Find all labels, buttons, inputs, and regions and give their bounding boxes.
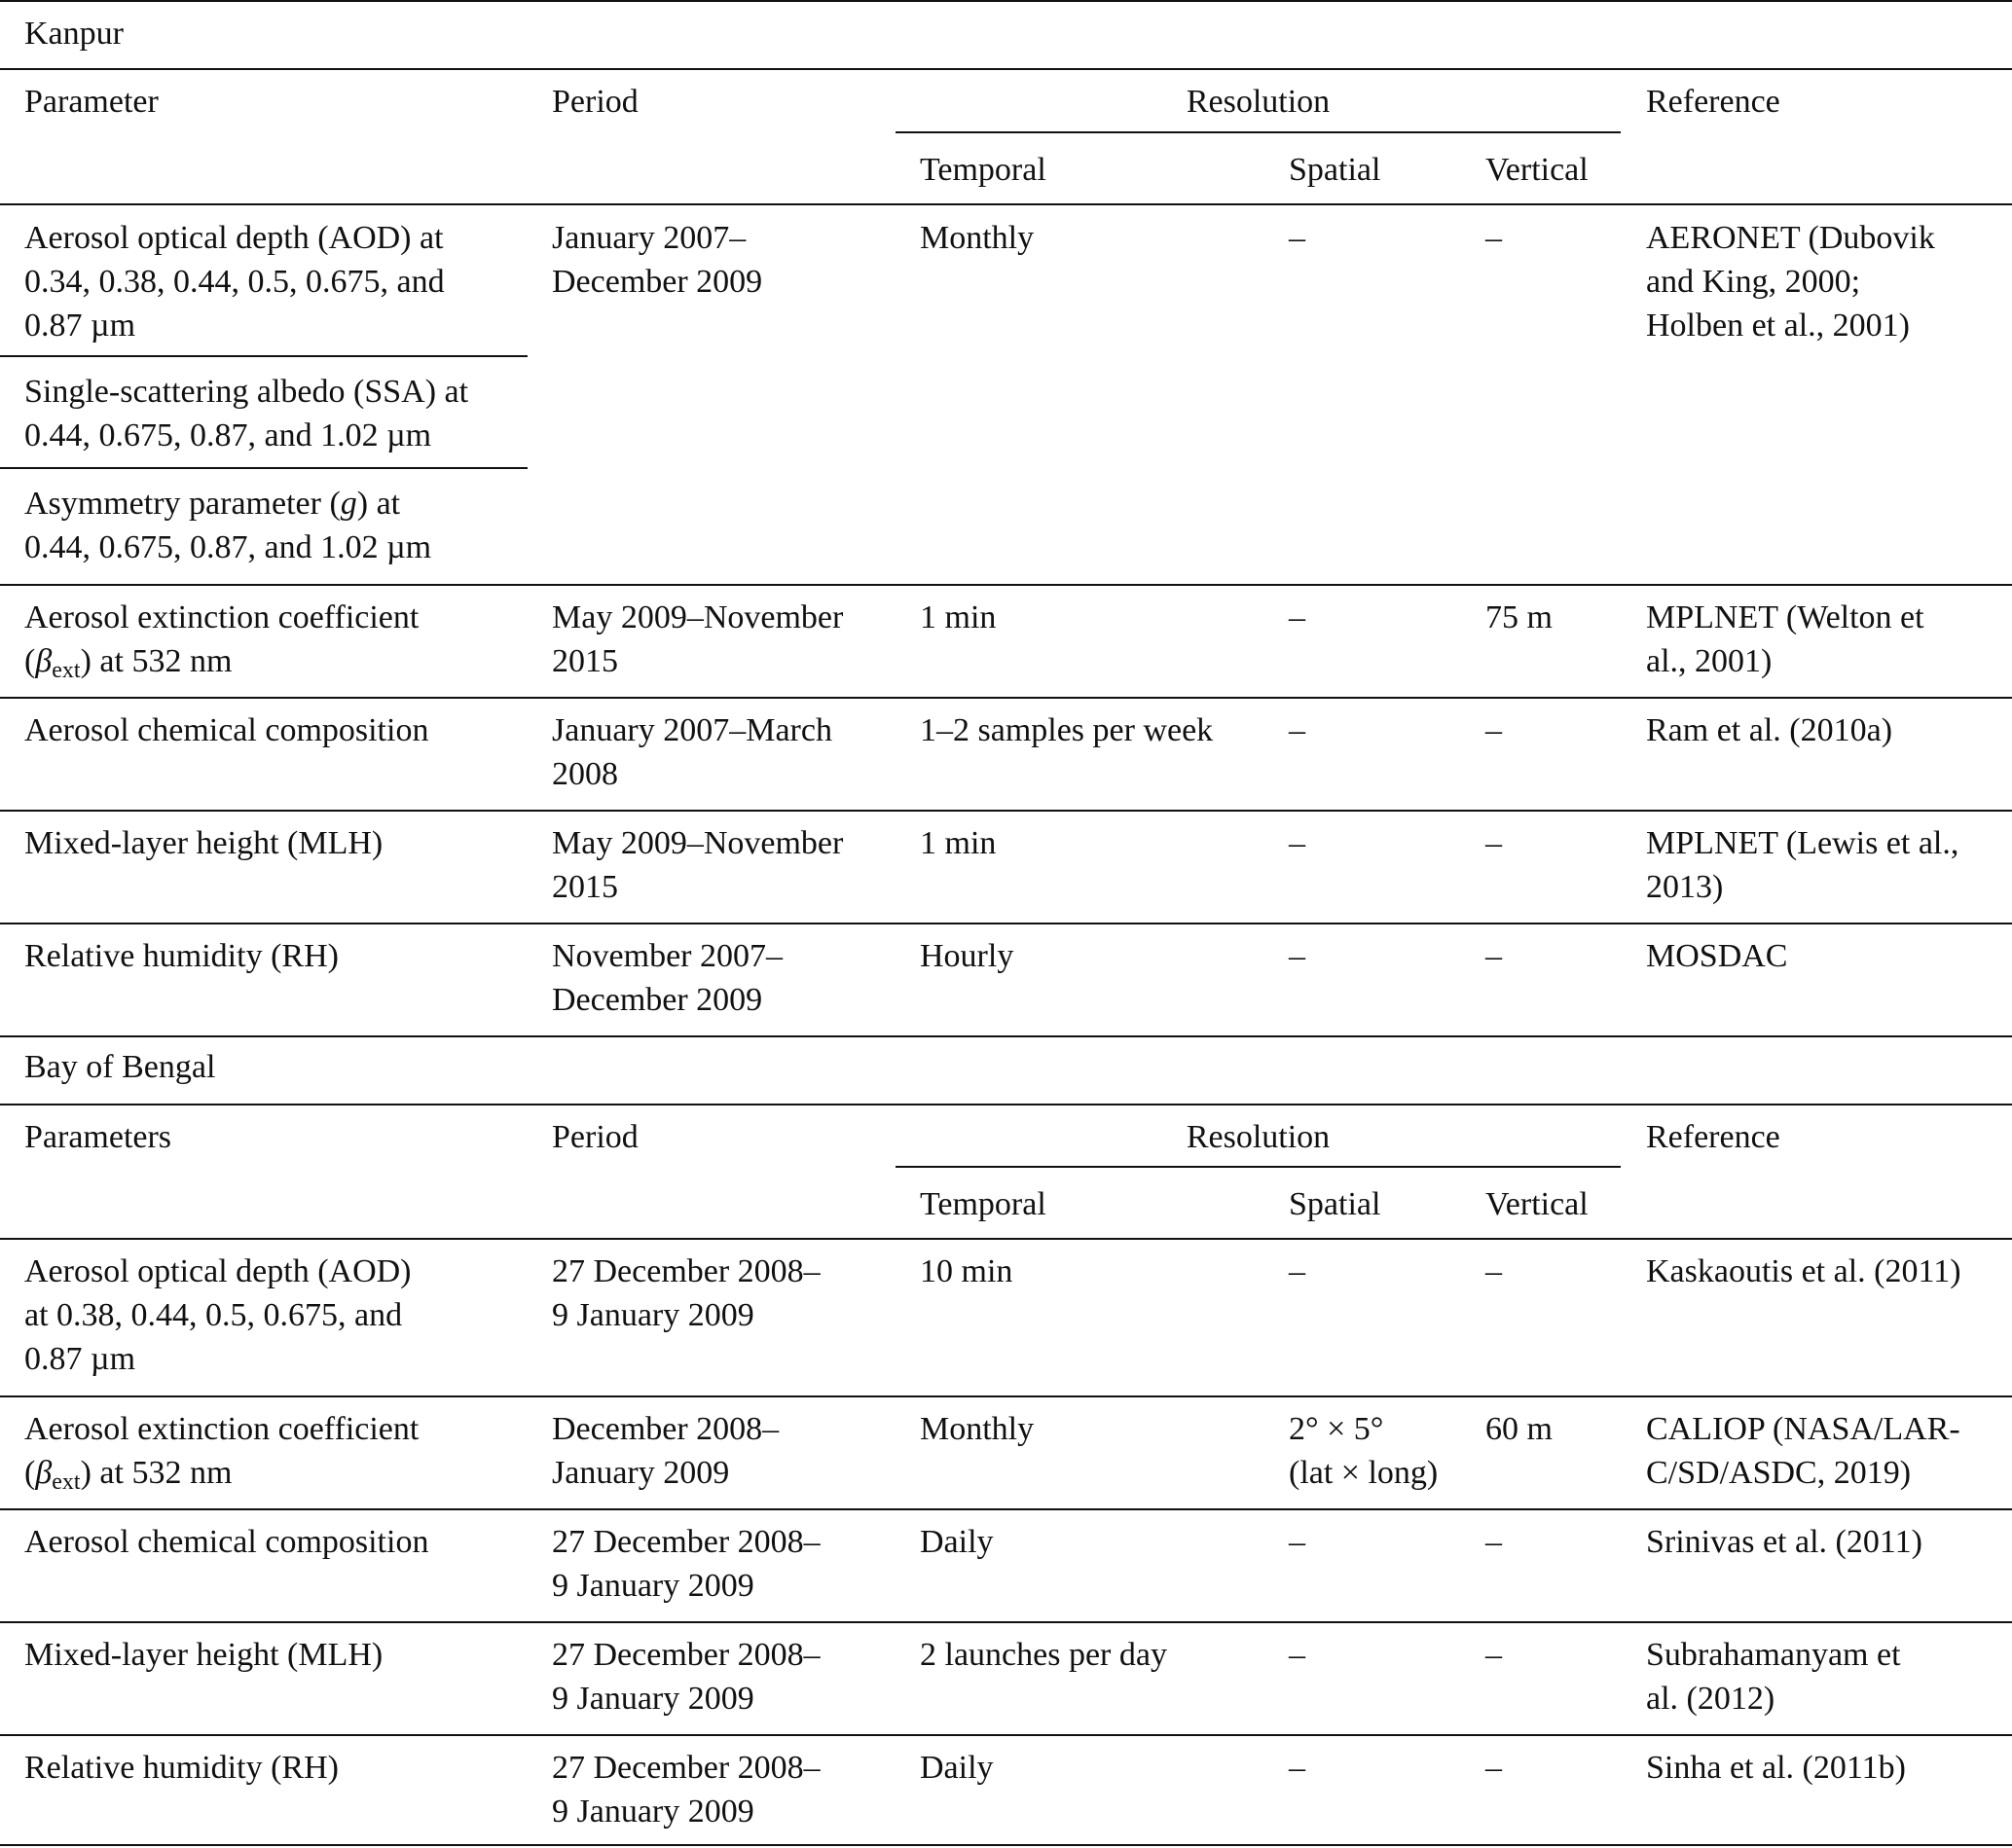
resolution-underline — [896, 1166, 1621, 1168]
table-cell-parameter — [24, 934, 339, 978]
cell-line: Single-scattering albedo (SSA) at — [24, 374, 469, 410]
table-cell-period — [552, 1746, 821, 1833]
cell-line: January 2007–March — [552, 712, 832, 748]
table-cell-parameter — [24, 1746, 339, 1790]
cell-line: May 2009–November — [552, 599, 844, 635]
table-cell-vertical: – — [1485, 825, 1502, 861]
rule — [0, 810, 2012, 812]
cell-line: Relative humidity (RH) — [24, 938, 339, 974]
cell-line: and King, 2000; — [1646, 264, 1861, 300]
cell-line: Aerosol optical depth (AOD) at — [24, 220, 444, 256]
table-cell-reference — [1646, 216, 1987, 347]
table-cell-vertical: 75 m — [1485, 599, 1553, 635]
cell-line: 2015 — [552, 869, 618, 905]
table-cell-temporal: 2 launches per day — [920, 1637, 1167, 1673]
cell-line: Sinha et al. (2011b) — [1646, 1750, 1906, 1786]
table-cell-reference — [1646, 934, 1787, 978]
table-cell-reference — [1646, 1746, 1906, 1790]
cell-line: MPLNET (Welton et — [1646, 599, 1924, 635]
cell-line: 2008 — [552, 756, 618, 792]
cell-line: CALIOP (NASA/LAR- — [1646, 1411, 1960, 1447]
cell-line: $(\beta_{ext})$ at 532 nm — [24, 643, 233, 683]
cell-line: Aerosol extinction coefficient — [24, 599, 420, 635]
cell-line: Ram et al. (2010a) — [1646, 712, 1893, 748]
cell-line: 2015 — [552, 643, 618, 679]
table-cell-temporal: Daily — [920, 1750, 994, 1786]
table-cell-parameter — [24, 370, 468, 457]
sub-rule — [0, 355, 528, 357]
cell-line: January 2009 — [552, 1455, 730, 1491]
cell-line: 0.87 µm — [24, 308, 136, 344]
rule — [0, 923, 2012, 924]
cell-line: Relative humidity (RH) — [24, 1750, 339, 1786]
table-cell-period — [552, 1407, 779, 1495]
rule — [0, 1395, 2012, 1397]
table-cell-period — [552, 708, 873, 796]
header-parameter: Parameter — [24, 84, 159, 120]
cell-line: December 2009 — [552, 264, 763, 300]
table-cell-spatial: – — [1289, 1253, 1305, 1289]
cell-line: November 2007– — [552, 938, 784, 974]
cell-line: 9 January 2009 — [552, 1297, 754, 1333]
table-cell-period — [552, 821, 873, 909]
table-cell-temporal: 1 min — [920, 825, 997, 861]
section-title-bay-of-bengal: Bay of Bengal — [24, 1049, 216, 1085]
cell-line: $(\beta_{ext})$ at 532 nm — [24, 1455, 233, 1495]
cell-line: December 2009 — [552, 982, 763, 1018]
cell-line: 0.87 µm — [24, 1341, 136, 1377]
table-cell-vertical: – — [1485, 1524, 1502, 1560]
table-cell-parameter — [24, 482, 503, 569]
cell-line: 9 January 2009 — [552, 1794, 754, 1830]
cell-line: 9 January 2009 — [552, 1568, 754, 1604]
cell-line: December 2008– — [552, 1411, 780, 1447]
cell-line: 0.34, 0.38, 0.44, 0.5, 0.675, and — [24, 264, 445, 300]
cell-line: AERONET (Dubovik — [1646, 220, 1935, 256]
table-cell-reference — [1646, 1520, 1922, 1564]
cell-line: 27 December 2008– — [552, 1253, 821, 1289]
bottom-rule — [0, 1844, 2012, 1846]
cell-line: Mixed-layer height (MLH) — [24, 825, 384, 861]
rule — [0, 68, 2012, 70]
table-cell-reference — [1646, 708, 1892, 752]
table-cell-temporal: Monthly — [920, 220, 1035, 256]
header-spatial: Spatial — [1289, 1186, 1381, 1222]
rule — [0, 1508, 2012, 1510]
table-cell-temporal: 10 min — [920, 1253, 1013, 1289]
cell-line: 0.44, 0.675, 0.87, and 1.02 µm — [24, 529, 432, 565]
cell-line: Srinivas et al. (2011) — [1646, 1524, 1922, 1560]
table-cell-parameter — [24, 708, 428, 752]
header-reference: Reference — [1646, 84, 1780, 120]
table-cell-temporal: Hourly — [920, 938, 1014, 974]
cell-line: 2° × 5° — [1289, 1411, 1384, 1447]
table-cell-reference — [1646, 1407, 1987, 1495]
table-cell-parameter — [24, 596, 503, 683]
table-cell-vertical: – — [1485, 1750, 1502, 1786]
cell-line: Asymmetry parameter (g) at — [24, 486, 401, 522]
rule — [0, 1734, 2012, 1736]
table-cell-vertical: – — [1485, 220, 1502, 256]
cell-line: 9 January 2009 — [552, 1681, 754, 1717]
header-temporal: Temporal — [920, 1186, 1046, 1222]
table-cell-spatial: – — [1289, 1750, 1305, 1786]
rule — [0, 1104, 2012, 1105]
table-cell-period — [552, 1250, 821, 1337]
table-cell-parameter — [24, 821, 383, 865]
cell-line: Aerosol chemical composition — [24, 1524, 429, 1560]
cell-line: Kaskaoutis et al. (2011) — [1646, 1253, 1961, 1289]
cell-line: May 2009–November — [552, 825, 844, 861]
table-cell-parameter — [24, 1633, 383, 1677]
table-cell-reference — [1646, 1633, 1901, 1721]
header-vertical: Vertical — [1485, 1186, 1589, 1222]
cell-line: Aerosol optical depth (AOD) — [24, 1253, 412, 1289]
resolution-underline — [896, 131, 1621, 133]
table-cell-parameter — [24, 1520, 428, 1564]
cell-line: Aerosol extinction coefficient — [24, 1411, 420, 1447]
table-cell-reference — [1646, 596, 1987, 683]
table-cell-parameter — [24, 216, 503, 347]
header-spatial: Spatial — [1289, 152, 1381, 188]
rule — [0, 1035, 2012, 1037]
table-cell-period — [552, 934, 783, 1022]
table-cell-parameter — [24, 1250, 503, 1381]
cell-line: at 0.38, 0.44, 0.5, 0.675, and — [24, 1297, 403, 1333]
cell-line: Subrahamanyam et — [1646, 1637, 1901, 1673]
table-cell-spatial: – — [1289, 1637, 1305, 1673]
table-cell-period — [552, 216, 762, 304]
cell-line: Aerosol chemical composition — [24, 712, 429, 748]
table-cell-spatial: – — [1289, 220, 1305, 256]
cell-line: C/SD/ASDC, 2019) — [1646, 1455, 1912, 1491]
section-title-kanpur: Kanpur — [24, 16, 124, 52]
cell-line: al. (2012) — [1646, 1681, 1775, 1717]
table-cell-period — [552, 1633, 821, 1721]
cell-line: Holben et al., 2001) — [1646, 308, 1910, 344]
cell-line: 0.44, 0.675, 0.87, and 1.02 µm — [24, 417, 432, 453]
header-reference: Reference — [1646, 1119, 1780, 1155]
table-cell-temporal: Monthly — [920, 1411, 1035, 1447]
table-cell-vertical: – — [1485, 1637, 1502, 1673]
sub-rule — [0, 467, 528, 469]
header-temporal: Temporal — [920, 152, 1046, 188]
table-cell-spatial — [1289, 1407, 1438, 1495]
cell-line: January 2007– — [552, 220, 747, 256]
top-rule — [0, 0, 2012, 2]
table-cell-temporal: 1–2 samples per week — [920, 712, 1214, 748]
rule — [0, 203, 2012, 205]
cell-line: 27 December 2008– — [552, 1750, 821, 1786]
rule — [0, 697, 2012, 699]
table-cell-reference — [1646, 821, 1958, 909]
table-cell-reference — [1646, 1250, 1961, 1293]
table-cell-spatial: – — [1289, 712, 1305, 748]
rule — [0, 584, 2012, 586]
rule — [0, 1621, 2012, 1623]
table-cell-period — [552, 1520, 821, 1608]
table-cell-spatial: – — [1289, 825, 1305, 861]
cell-line: 27 December 2008– — [552, 1524, 821, 1560]
table-cell-spatial: – — [1289, 938, 1305, 974]
header-period: Period — [552, 84, 639, 120]
cell-line: 27 December 2008– — [552, 1637, 821, 1673]
header-period: Period — [552, 1119, 639, 1155]
table-cell-spatial: – — [1289, 1524, 1305, 1560]
table-cell-spatial: – — [1289, 599, 1305, 635]
header-resolution: Resolution — [1186, 1119, 1331, 1155]
table-cell-period — [552, 596, 873, 683]
table-cell-vertical: 60 m — [1485, 1411, 1553, 1447]
table-cell-vertical: – — [1485, 1253, 1502, 1289]
cell-line: 2013) — [1646, 869, 1724, 905]
table-cell-temporal: Daily — [920, 1524, 994, 1560]
header-resolution: Resolution — [1186, 84, 1331, 120]
table-cell-vertical: – — [1485, 938, 1502, 974]
table-cell-vertical: – — [1485, 712, 1502, 748]
cell-line: (lat × long) — [1289, 1455, 1439, 1491]
rule — [0, 1238, 2012, 1240]
header-parameter: Parameters — [24, 1119, 172, 1155]
cell-line: al., 2001) — [1646, 643, 1773, 679]
table-cell-parameter — [24, 1407, 503, 1495]
table-cell-temporal: 1 min — [920, 599, 997, 635]
cell-line: MPLNET (Lewis et al., — [1646, 825, 1959, 861]
header-vertical: Vertical — [1485, 152, 1589, 188]
cell-line: MOSDAC — [1646, 938, 1788, 974]
cell-line: Mixed-layer height (MLH) — [24, 1637, 384, 1673]
